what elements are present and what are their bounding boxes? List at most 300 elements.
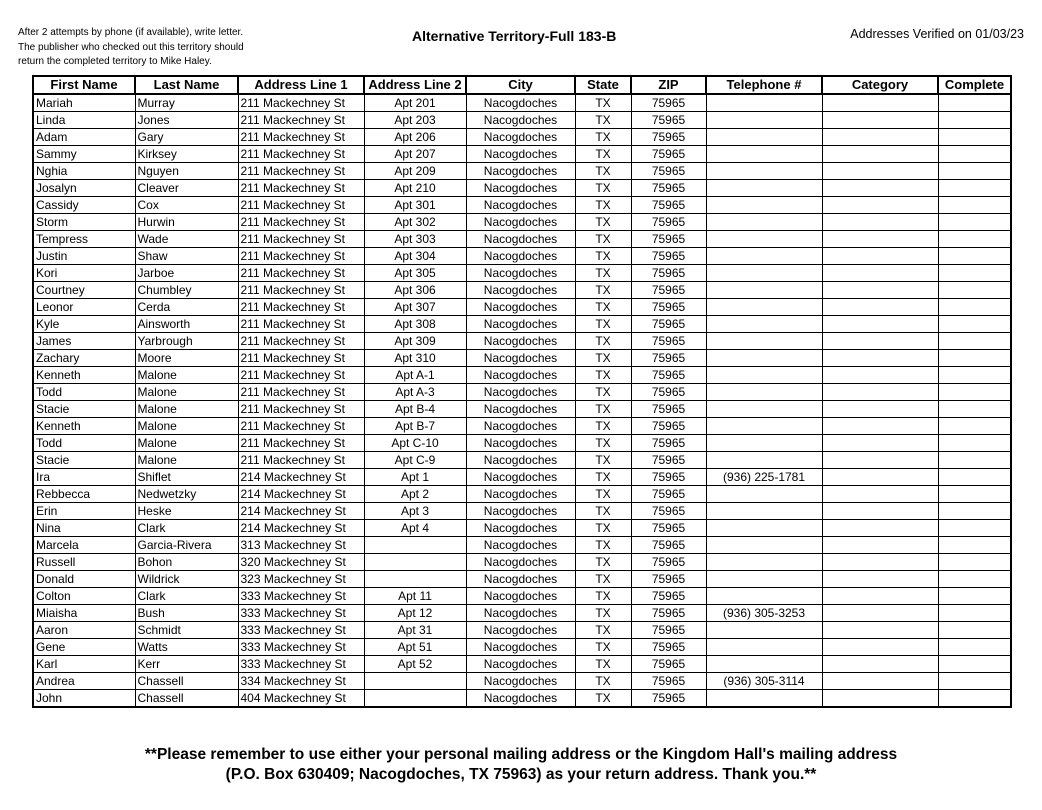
cell-city: Nacogdoches — [466, 639, 575, 656]
cell-complete — [938, 112, 1011, 129]
cell-first-name: Justin — [33, 248, 135, 265]
cell-last-name: Shaw — [135, 248, 238, 265]
cell-complete — [938, 146, 1011, 163]
table-row — [33, 316, 1011, 333]
cell-address-line-2: Apt 3 — [364, 503, 466, 520]
cell-complete — [938, 639, 1011, 656]
cell-category — [822, 265, 938, 282]
table-row — [33, 622, 1011, 639]
cell-state: TX — [575, 588, 631, 605]
cell-state: TX — [575, 537, 631, 554]
cell-telephone — [706, 520, 822, 537]
cell-complete — [938, 622, 1011, 639]
cell-complete — [938, 537, 1011, 554]
table-row — [33, 333, 1011, 350]
cell-address-line-1: 211 Mackechney St — [238, 435, 364, 452]
cell-category — [822, 435, 938, 452]
cell-last-name: Malone — [135, 418, 238, 435]
cell-state: TX — [575, 639, 631, 656]
cell-last-name: Malone — [135, 384, 238, 401]
cell-telephone — [706, 129, 822, 146]
cell-telephone — [706, 401, 822, 418]
cell-address-line-2: Apt A-3 — [364, 384, 466, 401]
cell-telephone — [706, 316, 822, 333]
cell-last-name: Clark — [135, 520, 238, 537]
cell-first-name: Ira — [33, 469, 135, 486]
table-row — [33, 384, 1011, 401]
cell-city: Nacogdoches — [466, 197, 575, 214]
cell-complete — [938, 333, 1011, 350]
cell-category — [822, 146, 938, 163]
cell-address-line-2: Apt 207 — [364, 146, 466, 163]
cell-address-line-2: Apt 304 — [364, 248, 466, 265]
cell-telephone — [706, 554, 822, 571]
cell-zip: 75965 — [631, 690, 706, 708]
cell-complete — [938, 129, 1011, 146]
cell-address-line-2: Apt C-9 — [364, 452, 466, 469]
cell-complete — [938, 656, 1011, 673]
cell-address-line-1: 211 Mackechney St — [238, 418, 364, 435]
cell-state: TX — [575, 486, 631, 503]
cell-zip: 75965 — [631, 384, 706, 401]
cell-city: Nacogdoches — [466, 588, 575, 605]
cell-city: Nacogdoches — [466, 656, 575, 673]
cell-last-name: Cleaver — [135, 180, 238, 197]
cell-address-line-2: Apt 11 — [364, 588, 466, 605]
cell-category — [822, 401, 938, 418]
table-row — [33, 418, 1011, 435]
cell-telephone — [706, 503, 822, 520]
cell-first-name: Aaron — [33, 622, 135, 639]
cell-last-name: Malone — [135, 401, 238, 418]
cell-state: TX — [575, 112, 631, 129]
cell-state: TX — [575, 469, 631, 486]
header-row — [33, 76, 1011, 94]
cell-first-name: Kori — [33, 265, 135, 282]
cell-complete — [938, 282, 1011, 299]
table-row — [33, 94, 1011, 112]
cell-state: TX — [575, 520, 631, 537]
cell-telephone — [706, 350, 822, 367]
cell-first-name: Linda — [33, 112, 135, 129]
verified-date: Addresses Verified on 01/03/23 — [850, 27, 1024, 41]
cell-state: TX — [575, 248, 631, 265]
cell-state: TX — [575, 367, 631, 384]
cell-category — [822, 486, 938, 503]
cell-zip: 75965 — [631, 163, 706, 180]
cell-first-name: Colton — [33, 588, 135, 605]
cell-city: Nacogdoches — [466, 418, 575, 435]
cell-address-line-2: Apt 309 — [364, 333, 466, 350]
cell-state: TX — [575, 605, 631, 622]
cell-first-name: John — [33, 690, 135, 708]
cell-address-line-2: Apt 52 — [364, 656, 466, 673]
return-address-note — [0, 745, 1042, 785]
cell-category — [822, 231, 938, 248]
column-header-telephone: Telephone # — [706, 76, 822, 94]
cell-address-line-1: 214 Mackechney St — [238, 520, 364, 537]
cell-telephone — [706, 622, 822, 639]
table-row — [33, 163, 1011, 180]
cell-zip: 75965 — [631, 639, 706, 656]
cell-address-line-1: 211 Mackechney St — [238, 180, 364, 197]
cell-zip: 75965 — [631, 452, 706, 469]
cell-telephone — [706, 435, 822, 452]
cell-first-name: Adam — [33, 129, 135, 146]
cell-city: Nacogdoches — [466, 571, 575, 588]
cell-address-line-1: 404 Mackechney St — [238, 690, 364, 708]
cell-last-name: Nguyen — [135, 163, 238, 180]
cell-address-line-1: 211 Mackechney St — [238, 384, 364, 401]
cell-last-name: Jones — [135, 112, 238, 129]
cell-address-line-2: Apt 12 — [364, 605, 466, 622]
cell-state: TX — [575, 690, 631, 708]
table-row — [33, 367, 1011, 384]
cell-address-line-2: Apt 2 — [364, 486, 466, 503]
cell-first-name: Russell — [33, 554, 135, 571]
cell-state: TX — [575, 622, 631, 639]
cell-zip: 75965 — [631, 486, 706, 503]
cell-city: Nacogdoches — [466, 316, 575, 333]
cell-telephone — [706, 571, 822, 588]
cell-complete — [938, 316, 1011, 333]
cell-address-line-1: 211 Mackechney St — [238, 350, 364, 367]
cell-address-line-1: 211 Mackechney St — [238, 316, 364, 333]
cell-last-name: Jarboe — [135, 265, 238, 282]
cell-address-line-1: 211 Mackechney St — [238, 367, 364, 384]
cell-address-line-2: Apt 4 — [364, 520, 466, 537]
cell-address-line-1: 214 Mackechney St — [238, 469, 364, 486]
cell-telephone — [706, 418, 822, 435]
cell-telephone — [706, 333, 822, 350]
cell-first-name: Zachary — [33, 350, 135, 367]
cell-last-name: Cerda — [135, 299, 238, 316]
cell-last-name: Yarbrough — [135, 333, 238, 350]
cell-city: Nacogdoches — [466, 248, 575, 265]
cell-complete — [938, 163, 1011, 180]
cell-first-name: Marcela — [33, 537, 135, 554]
cell-telephone: (936) 305-3253 — [706, 605, 822, 622]
cell-city: Nacogdoches — [466, 299, 575, 316]
cell-address-line-1: 214 Mackechney St — [238, 503, 364, 520]
cell-address-line-1: 211 Mackechney St — [238, 214, 364, 231]
cell-telephone — [706, 248, 822, 265]
cell-address-line-1: 333 Mackechney St — [238, 639, 364, 656]
cell-city: Nacogdoches — [466, 112, 575, 129]
cell-state: TX — [575, 350, 631, 367]
cell-category — [822, 112, 938, 129]
cell-category — [822, 622, 938, 639]
note-line: The publisher who checked out this territory should — [18, 41, 244, 53]
cell-zip: 75965 — [631, 401, 706, 418]
cell-address-line-2: Apt 209 — [364, 163, 466, 180]
cell-address-line-2 — [364, 571, 466, 588]
cell-telephone — [706, 282, 822, 299]
cell-category — [822, 571, 938, 588]
cell-first-name: Nghia — [33, 163, 135, 180]
cell-last-name: Chumbley — [135, 282, 238, 299]
cell-zip: 75965 — [631, 367, 706, 384]
cell-complete — [938, 401, 1011, 418]
cell-state: TX — [575, 94, 631, 112]
cell-telephone — [706, 367, 822, 384]
cell-zip: 75965 — [631, 146, 706, 163]
column-header-state: State — [575, 76, 631, 94]
cell-zip: 75965 — [631, 316, 706, 333]
cell-address-line-2: Apt 310 — [364, 350, 466, 367]
table-row — [33, 214, 1011, 231]
cell-telephone — [706, 299, 822, 316]
cell-zip: 75965 — [631, 350, 706, 367]
cell-address-line-1: 320 Mackechney St — [238, 554, 364, 571]
cell-city: Nacogdoches — [466, 146, 575, 163]
cell-category — [822, 605, 938, 622]
cell-first-name: James — [33, 333, 135, 350]
cell-category — [822, 350, 938, 367]
column-header-address-line-2: Address Line 2 — [364, 76, 466, 94]
cell-category — [822, 282, 938, 299]
cell-address-line-1: 211 Mackechney St — [238, 112, 364, 129]
cell-last-name: Schmidt — [135, 622, 238, 639]
cell-address-line-1: 211 Mackechney St — [238, 163, 364, 180]
cell-state: TX — [575, 452, 631, 469]
cell-first-name: Gene — [33, 639, 135, 656]
cell-zip: 75965 — [631, 129, 706, 146]
cell-last-name: Heske — [135, 503, 238, 520]
cell-complete — [938, 214, 1011, 231]
cell-zip: 75965 — [631, 503, 706, 520]
cell-address-line-2 — [364, 554, 466, 571]
cell-category — [822, 163, 938, 180]
cell-telephone — [706, 163, 822, 180]
cell-address-line-1: 211 Mackechney St — [238, 197, 364, 214]
cell-address-line-1: 333 Mackechney St — [238, 656, 364, 673]
cell-last-name: Moore — [135, 350, 238, 367]
cell-address-line-1: 211 Mackechney St — [238, 452, 364, 469]
table-row — [33, 146, 1011, 163]
cell-last-name: Gary — [135, 129, 238, 146]
table-row — [33, 112, 1011, 129]
cell-address-line-2: Apt 206 — [364, 129, 466, 146]
cell-zip: 75965 — [631, 520, 706, 537]
cell-city: Nacogdoches — [466, 503, 575, 520]
cell-zip: 75965 — [631, 333, 706, 350]
cell-address-line-1: 211 Mackechney St — [238, 401, 364, 418]
cell-zip: 75965 — [631, 282, 706, 299]
cell-complete — [938, 435, 1011, 452]
cell-complete — [938, 180, 1011, 197]
cell-city: Nacogdoches — [466, 180, 575, 197]
cell-category — [822, 520, 938, 537]
cell-last-name: Wade — [135, 231, 238, 248]
cell-last-name: Chassell — [135, 673, 238, 690]
cell-city: Nacogdoches — [466, 520, 575, 537]
note-line: After 2 attempts by phone (if available), write letter. — [18, 27, 244, 38]
cell-address-line-2: Apt 201 — [364, 94, 466, 112]
cell-city: Nacogdoches — [466, 622, 575, 639]
cell-state: TX — [575, 418, 631, 435]
cell-complete — [938, 605, 1011, 622]
cell-first-name: Courtney — [33, 282, 135, 299]
table-row — [33, 197, 1011, 214]
cell-zip: 75965 — [631, 112, 706, 129]
cell-last-name: Kirksey — [135, 146, 238, 163]
cell-zip: 75965 — [631, 418, 706, 435]
cell-last-name: Bush — [135, 605, 238, 622]
cell-address-line-1: 211 Mackechney St — [238, 299, 364, 316]
cell-city: Nacogdoches — [466, 452, 575, 469]
cell-last-name: Wildrick — [135, 571, 238, 588]
column-header-category: Category — [822, 76, 938, 94]
cell-complete — [938, 452, 1011, 469]
table-row — [33, 282, 1011, 299]
cell-category — [822, 554, 938, 571]
cell-address-line-1: 211 Mackechney St — [238, 94, 364, 112]
note-line: return the completed territory to Mike Haley. — [18, 56, 212, 67]
cell-address-line-2: Apt 51 — [364, 639, 466, 656]
cell-first-name: Donald — [33, 571, 135, 588]
cell-complete — [938, 588, 1011, 605]
cell-complete — [938, 350, 1011, 367]
cell-address-line-2: Apt 301 — [364, 197, 466, 214]
cell-state: TX — [575, 435, 631, 452]
cell-zip: 75965 — [631, 299, 706, 316]
cell-address-line-2 — [364, 690, 466, 708]
cell-telephone — [706, 588, 822, 605]
cell-category — [822, 639, 938, 656]
table-row — [33, 180, 1011, 197]
cell-state: TX — [575, 265, 631, 282]
column-header-first-name: First Name — [33, 76, 135, 94]
cell-category — [822, 367, 938, 384]
table-row — [33, 503, 1011, 520]
cell-state: TX — [575, 656, 631, 673]
cell-address-line-2: Apt 203 — [364, 112, 466, 129]
table-row — [33, 350, 1011, 367]
cell-complete — [938, 367, 1011, 384]
cell-address-line-1: 211 Mackechney St — [238, 248, 364, 265]
cell-zip: 75965 — [631, 673, 706, 690]
cell-complete — [938, 503, 1011, 520]
cell-zip: 75965 — [631, 248, 706, 265]
table-row — [33, 673, 1011, 690]
cell-city: Nacogdoches — [466, 333, 575, 350]
cell-category — [822, 418, 938, 435]
cell-first-name: Nina — [33, 520, 135, 537]
cell-city: Nacogdoches — [466, 129, 575, 146]
cell-address-line-2 — [364, 673, 466, 690]
cell-complete — [938, 554, 1011, 571]
cell-category — [822, 94, 938, 112]
cell-complete — [938, 469, 1011, 486]
cell-state: TX — [575, 571, 631, 588]
cell-first-name: Leonor — [33, 299, 135, 316]
cell-state: TX — [575, 299, 631, 316]
cell-address-line-2: Apt C-10 — [364, 435, 466, 452]
cell-address-line-1: 211 Mackechney St — [238, 129, 364, 146]
cell-last-name: Ainsworth — [135, 316, 238, 333]
cell-category — [822, 452, 938, 469]
cell-last-name: Hurwin — [135, 214, 238, 231]
cell-city: Nacogdoches — [466, 673, 575, 690]
cell-last-name: Murray — [135, 94, 238, 112]
cell-telephone — [706, 94, 822, 112]
cell-zip: 75965 — [631, 588, 706, 605]
cell-state: TX — [575, 333, 631, 350]
cell-city: Nacogdoches — [466, 163, 575, 180]
cell-address-line-1: 323 Mackechney St — [238, 571, 364, 588]
cell-first-name: Josalyn — [33, 180, 135, 197]
cell-telephone — [706, 537, 822, 554]
table-row — [33, 469, 1011, 486]
table-row — [33, 452, 1011, 469]
cell-city: Nacogdoches — [466, 435, 575, 452]
cell-address-line-1: 313 Mackechney St — [238, 537, 364, 554]
cell-category — [822, 197, 938, 214]
cell-telephone — [706, 452, 822, 469]
cell-category — [822, 503, 938, 520]
cell-address-line-2: Apt B-7 — [364, 418, 466, 435]
cell-category — [822, 299, 938, 316]
footer-line: (P.O. Box 630409; Nacogdoches, TX 75963) as your return address. Thank you.** — [225, 766, 817, 783]
cell-complete — [938, 248, 1011, 265]
table-row — [33, 248, 1011, 265]
table-row — [33, 435, 1011, 452]
cell-first-name: Storm — [33, 214, 135, 231]
cell-city: Nacogdoches — [466, 486, 575, 503]
cell-first-name: Karl — [33, 656, 135, 673]
table-row — [33, 486, 1011, 503]
cell-zip: 75965 — [631, 469, 706, 486]
cell-complete — [938, 231, 1011, 248]
column-header-city: City — [466, 76, 575, 94]
cell-category — [822, 656, 938, 673]
cell-state: TX — [575, 231, 631, 248]
cell-address-line-2: Apt 307 — [364, 299, 466, 316]
table-row — [33, 554, 1011, 571]
table-row — [33, 588, 1011, 605]
cell-city: Nacogdoches — [466, 384, 575, 401]
cell-first-name: Todd — [33, 384, 135, 401]
cell-category — [822, 384, 938, 401]
cell-last-name: Kerr — [135, 656, 238, 673]
cell-address-line-1: 334 Mackechney St — [238, 673, 364, 690]
cell-telephone: (936) 225-1781 — [706, 469, 822, 486]
column-header-zip: ZIP — [631, 76, 706, 94]
cell-first-name: Mariah — [33, 94, 135, 112]
table-row — [33, 299, 1011, 316]
cell-category — [822, 333, 938, 350]
cell-city: Nacogdoches — [466, 231, 575, 248]
cell-complete — [938, 384, 1011, 401]
cell-state: TX — [575, 316, 631, 333]
cell-address-line-2: Apt 303 — [364, 231, 466, 248]
cell-category — [822, 180, 938, 197]
cell-category — [822, 690, 938, 708]
cell-last-name: Nedwetzky — [135, 486, 238, 503]
cell-category — [822, 129, 938, 146]
cell-telephone: (936) 305-3114 — [706, 673, 822, 690]
cell-address-line-2: Apt 1 — [364, 469, 466, 486]
table-row — [33, 520, 1011, 537]
cell-first-name: Todd — [33, 435, 135, 452]
cell-zip: 75965 — [631, 571, 706, 588]
cell-zip: 75965 — [631, 231, 706, 248]
cell-city: Nacogdoches — [466, 537, 575, 554]
cell-first-name: Sammy — [33, 146, 135, 163]
cell-zip: 75965 — [631, 214, 706, 231]
cell-first-name: Tempress — [33, 231, 135, 248]
